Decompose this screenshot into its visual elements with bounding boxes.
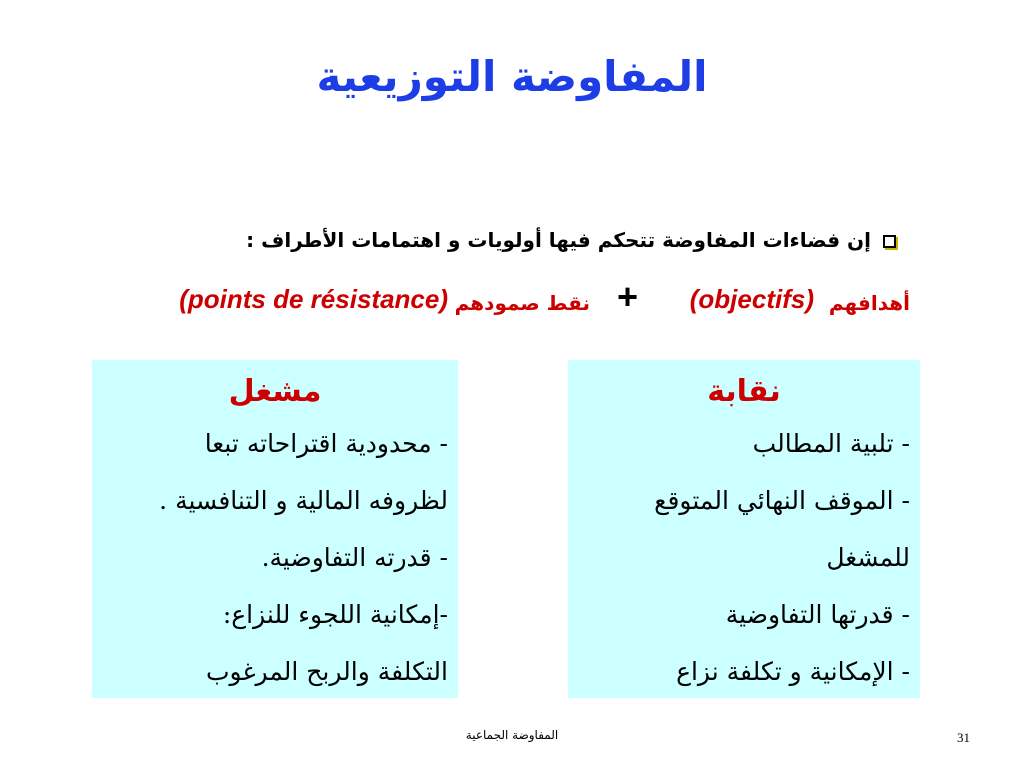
slide-title: المفاوضة التوزيعية [316,52,708,101]
objectives-french: (objectifs) [689,284,814,314]
employer-line: - محدودية اقتراحاته تبعا [204,429,448,458]
union-box [568,360,920,698]
resistance-french: (points de résistance) [179,284,448,314]
footer-title: المفاوضة الجماعية [465,728,559,742]
union-line: للمشغل [826,543,910,572]
union-line: - قدرتها التفاوضية [725,600,910,629]
square-bullet-icon [883,235,896,248]
bullet-item [246,228,896,252]
employer-line: -إمكانية اللجوء للنزاع: [222,600,448,629]
objectives-arabic: أهدافهم [828,291,910,315]
resistance-arabic: نقط صمودهم [454,291,590,315]
union-line: - تلبية المطالب [752,429,910,458]
employer-line: - قدرته التفاوضية. [261,543,448,572]
page-number: 31 [957,730,970,745]
employer-line: لظروفه المالية و التنافسية . [159,486,448,515]
union-line: - الموقف النهائي المتوقع [654,486,910,515]
employer-title: مشغل [228,374,322,409]
union-title: نقابة [707,374,781,409]
objectives-resistance-line [82,276,910,322]
employer-box [92,360,458,698]
union-line: - الإمكانية و تكلفة نزاع [676,657,910,686]
plus-sign: + [616,276,638,317]
employer-line: التكلفة والربح المرغوب [206,657,448,686]
bullet-text: إن فضاءات المفاوضة تتحكم فيها أولويات و اهتمامات الأطراف : [246,228,871,252]
